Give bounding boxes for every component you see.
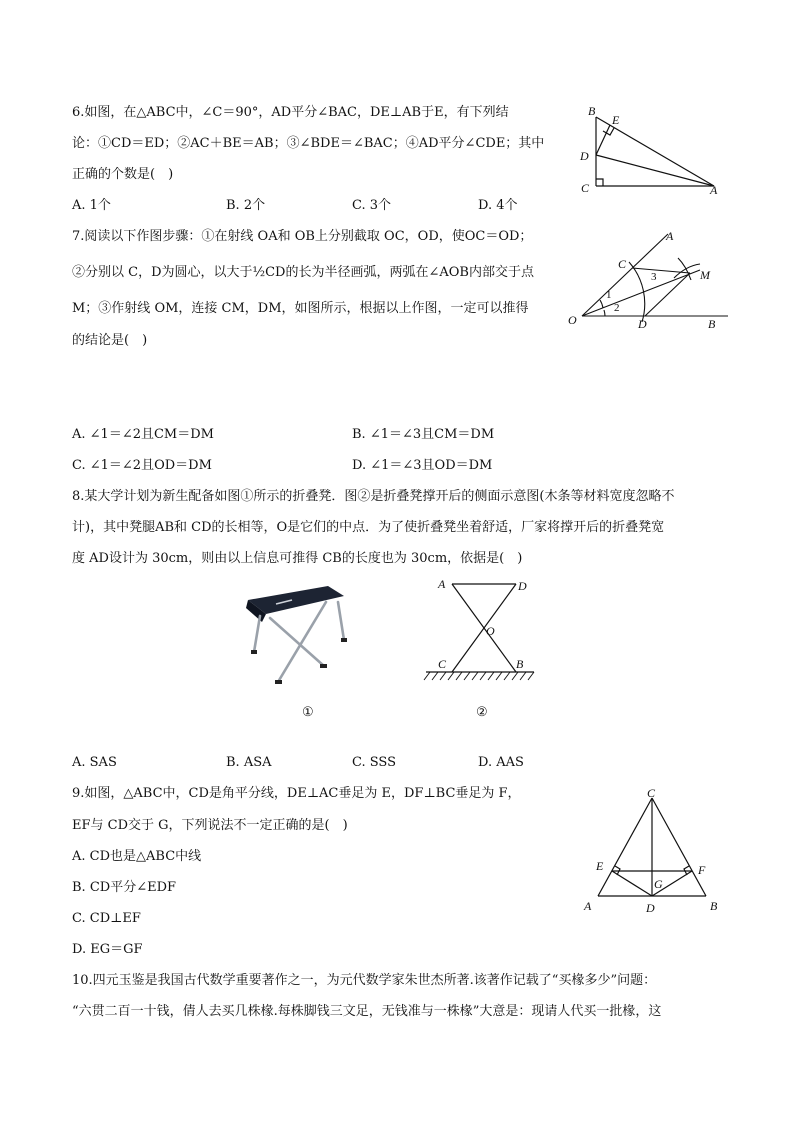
q7-angle-3: 3	[651, 271, 657, 283]
q9-label-f: F	[698, 863, 706, 877]
q6-option-d[interactable]: D. 4个	[478, 198, 518, 213]
q10-line-2: “六贯二百一十钱，倩人去买几株椽.每株脚钱三文足，无钱准与一株椽”大意是：现请人代买一批椽，这	[72, 1004, 662, 1019]
q9-label-a: A	[584, 899, 592, 913]
q6-label-b: B	[588, 104, 596, 118]
stool-leg	[338, 602, 344, 640]
q8-figure	[420, 578, 540, 688]
q6-option-c[interactable]: C. 3个	[352, 198, 392, 213]
q8-option-a[interactable]: A. SAS	[72, 755, 117, 770]
q7-line-3: M；③作射线 OM，连接 CM，DM，如图所示，根据以上作图，一定可以推得	[72, 301, 529, 316]
q8-line-2: 计)，其中凳腿AB和 CD的长相等，O是它们的中点．为了使折叠凳坐着舒适，厂家将撑开后的折叠凳宽	[72, 520, 665, 535]
q6-right-angle-c	[596, 179, 603, 186]
q7-option-b[interactable]: B. ∠1＝∠3且CM＝DM	[352, 427, 495, 442]
q9-figure	[576, 786, 736, 916]
q7-label-c: C	[618, 257, 627, 271]
q9-option-d[interactable]: D. EG＝GF	[72, 942, 143, 957]
q9-label-b: B	[710, 899, 718, 913]
q10-line-1: 10.四元玉鉴是我国古代数学重要著作之一，为元代数学家朱世杰所著.该著作记载了“买椽多少”问题：	[72, 973, 657, 988]
folding-stool-image	[240, 578, 360, 693]
q8-label-o: O	[486, 624, 495, 638]
q7-line-2: ②分别以 C，D为圆心，以大于½CD的长为半径画弧，两弧在∠AOB内部交于点	[72, 265, 534, 280]
q6-option-a[interactable]: A. 1个	[72, 198, 111, 213]
q8-label-a: A	[438, 578, 446, 591]
q7-label-d: D	[638, 317, 647, 331]
q8-option-d[interactable]: D. AAS	[478, 755, 524, 770]
q6-label-c: C	[581, 181, 590, 195]
q7-ray-om	[582, 270, 700, 316]
q9-option-b[interactable]: B. CD平分∠EDF	[72, 880, 177, 895]
q9-option-a[interactable]: A. CD也是△ABC中线	[72, 849, 202, 864]
q7-line-1: 7.阅读以下作图步骤：①在射线 OA和 OB上分别截取 OC，OD，使OC＝OD；	[72, 229, 533, 244]
q7-angle-mark-2	[604, 310, 605, 316]
q6-segment-de	[596, 125, 610, 155]
q8-caption-1: ①	[302, 705, 314, 720]
q8-label-b: B	[516, 657, 524, 671]
q9-label-c: C	[647, 786, 656, 800]
q9-side-ca	[598, 798, 652, 896]
q9-segment-de	[612, 871, 652, 896]
q9-line-2: EF与 CD交于 G，下列说法不一定正确的是( )	[72, 818, 348, 833]
q7-angle-1: 1	[606, 289, 612, 301]
q7-angle-2: 2	[614, 302, 620, 314]
q9-line-1: 9.如图，△ABC中，CD是角平分线，DE⊥AC垂足为 E，DF⊥BC垂足为 F，	[72, 786, 521, 801]
q9-label-g: G	[654, 877, 663, 891]
q7-label-m: M	[700, 268, 710, 282]
stool-seat	[248, 586, 344, 614]
stool-leg	[278, 602, 326, 682]
q8-label-c: C	[438, 657, 447, 671]
q9-label-e: E	[596, 859, 604, 873]
q6-label-e: E	[612, 113, 620, 127]
q6-side-ab	[596, 117, 714, 186]
q8-line-3: 度 AD设计为 30cm，则由以上信息可推得 CB的长度也为 30cm，依据是( )	[72, 551, 523, 566]
q8-line-1: 8.某大学计划为新生配备如图①所示的折叠凳．图②是折叠凳撑开后的侧面示意图(木条等材料宽度忽略不	[72, 489, 675, 504]
q6-segment-ad	[596, 155, 714, 186]
stool-leg	[270, 618, 324, 666]
q7-label-o: O	[568, 313, 577, 327]
q6-line-2: 论：①CD＝ED；②AC＋BE＝AB；③∠BDE＝∠BAC；④AD平分∠CDE；其中	[72, 136, 545, 151]
q6-figure	[572, 100, 732, 200]
q7-figure	[562, 222, 742, 337]
q7-option-d[interactable]: D. ∠1＝∠3且OD＝DM	[352, 458, 493, 473]
q8-caption-2: ②	[476, 705, 488, 720]
q6-option-b[interactable]: B. 2个	[226, 198, 266, 213]
q6-label-d: D	[580, 149, 589, 163]
q7-arc-from-c	[678, 258, 691, 280]
q6-line-1: 6.如图，在△ABC中，∠C＝90°，AD平分∠BAC，DE⊥AB于E，有下列结	[72, 105, 509, 120]
q7-angle-mark	[600, 300, 603, 308]
q8-option-b[interactable]: B. ASA	[226, 755, 272, 770]
q7-label-b: B	[708, 317, 716, 331]
q8-label-d: D	[518, 579, 527, 593]
q7-option-a[interactable]: A. ∠1＝∠2且CM＝DM	[72, 427, 214, 442]
q9-label-d: D	[646, 901, 655, 915]
q7-label-a: A	[666, 229, 674, 243]
q7-option-c[interactable]: C. ∠1＝∠2且OD＝DM	[72, 458, 212, 473]
q9-option-c[interactable]: C. CD⊥EF	[72, 911, 141, 926]
q7-line-4: 的结论是( )	[72, 333, 148, 348]
q8-ground-hatching	[424, 672, 534, 680]
stool-leg	[254, 616, 260, 652]
q6-label-a: A	[710, 183, 718, 197]
q6-line-3: 正确的个数是( )	[72, 167, 174, 182]
q8-option-c[interactable]: C. SSS	[352, 755, 397, 770]
